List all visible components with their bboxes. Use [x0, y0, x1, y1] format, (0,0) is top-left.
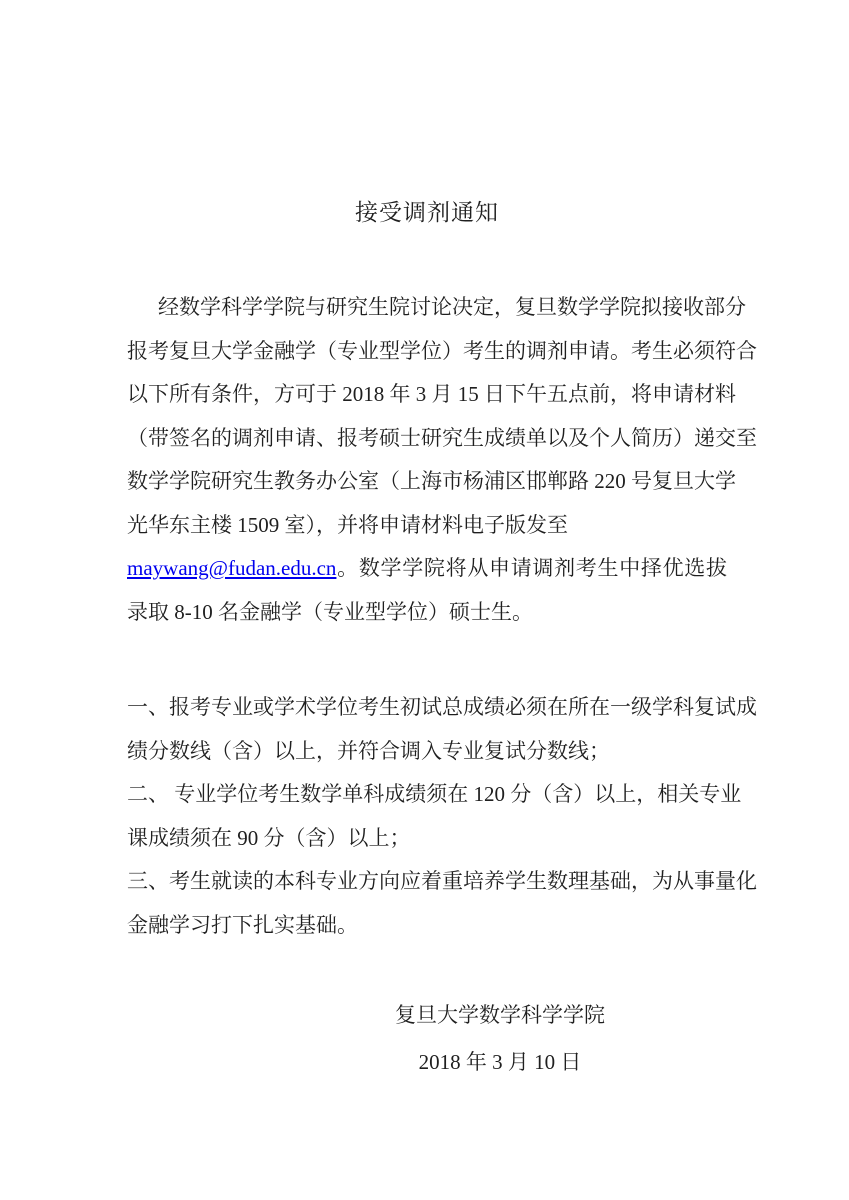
date-line: 2018 年 3 月 10 日 — [418, 1050, 582, 1074]
text-line: 录取 8-10 名金融学（专业型学位）硕士生。 — [127, 599, 533, 624]
text-line: 课成绩须在 90 分（含）以上； — [127, 825, 411, 850]
text-line: 以下所有条件，方可于 2018 年 3 月 15 日下午五点前，将申请材料 — [127, 382, 736, 406]
email-line-rest: 。数学学院将从申请调剂考生中择优选拔 — [336, 556, 727, 580]
text-line: 经数学科学学院与研究生院讨论决定，复旦数学学院拟接收部分 — [158, 295, 746, 319]
text-line: （带签名的调剂申请、报考硕士研究生成绩单以及个人简历）递交至 — [127, 425, 757, 450]
notice-title: 接受调剂通知 — [355, 200, 499, 225]
condition-item-2 — [127, 773, 742, 860]
email-link[interactable]: maywang@fudan.edu.cn — [127, 556, 337, 580]
intro-paragraph — [127, 286, 757, 634]
signature-line: 复旦大学数学科学学院 — [395, 1003, 605, 1027]
text-line: 报考复旦大学金融学（专业型学位）考生的调剂申请。考生必须符合 — [127, 338, 757, 363]
text-line: 金融学习打下扎实基础。 — [127, 912, 358, 937]
text-line: 光华东主楼 1509 室），并将申请材料电子版发至 — [127, 512, 568, 537]
text-line: 数学学院研究生教务办公室（上海市杨浦区邯郸路 220 号复旦大学 — [127, 469, 736, 493]
signature-block — [273, 992, 727, 1086]
text-line: 绩分数线（含）以上，并符合调入专业复试分数线； — [127, 738, 610, 763]
email-line — [127, 547, 727, 591]
text-line: 二、 专业学位考生数学单科成绩须在 120 分（含）以上，相关专业 — [127, 782, 742, 806]
condition-item-1 — [127, 686, 757, 773]
document-content — [127, 0, 757, 1086]
conditions-list — [127, 686, 757, 947]
text-line: 三、考生就读的本科专业方向应着重培养学生数理基础，为从事量化 — [127, 869, 757, 893]
condition-item-3 — [127, 860, 757, 947]
text-line: 一、报考专业或学术学位考生初试总成绩必须在所在一级学科复试成 — [127, 695, 757, 719]
